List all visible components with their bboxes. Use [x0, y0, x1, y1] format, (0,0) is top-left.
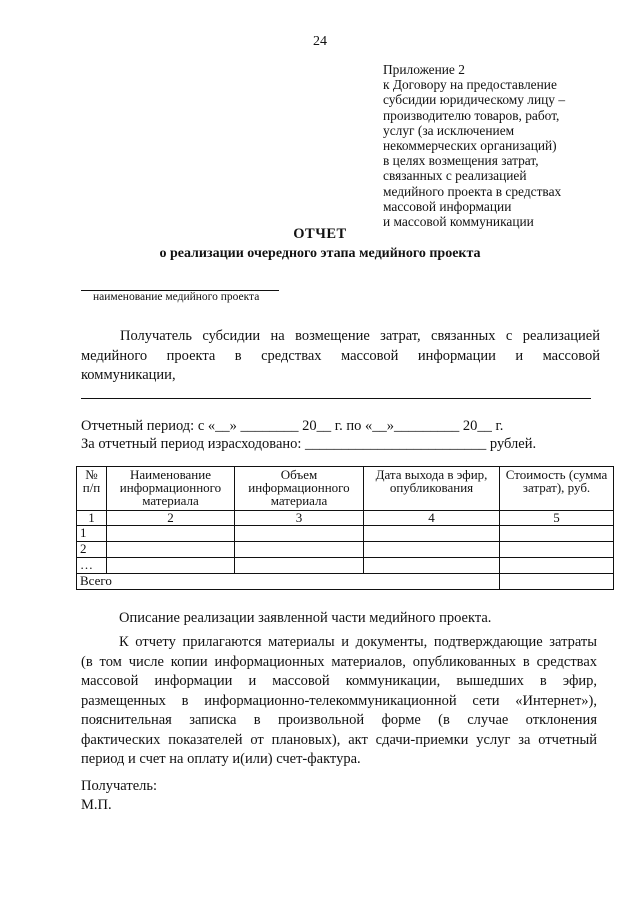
appendix-line: массовой информации [383, 198, 512, 214]
recipient-line-1: Получатель субсидии на возмещение затрат, связанных с реализацией [120, 328, 600, 344]
column-number: 1 [77, 511, 107, 526]
page-number: 24 [313, 34, 327, 49]
row-number: … [77, 558, 107, 574]
total-label: Всего [77, 574, 500, 590]
appendix-line: медийного проекта в средствах [383, 183, 562, 199]
recipient-line-2: медийного проекта в средствах массовой информации и массовой [81, 347, 600, 364]
table-cell[interactable] [364, 558, 500, 574]
description-line: Описание реализации заявленной части медийного проекта. [119, 610, 492, 626]
table-row [77, 542, 614, 558]
report-table [76, 466, 614, 590]
project-name-caption: наименование медийного проекта [93, 291, 260, 303]
row-number: 2 [77, 542, 107, 558]
recipient-signature-label: Получатель: [81, 778, 158, 794]
appendix-line: и массовой коммуникации [383, 214, 534, 230]
col-header-volume: Объем информационного материала [235, 467, 364, 511]
document-title: ОТЧЕТ [293, 226, 347, 242]
attachments-line: массовой информации и массовой коммуникации, вышедших в эфир, [81, 673, 597, 689]
appendix-line: Приложение 2 [383, 62, 465, 77]
row-number: 1 [77, 526, 107, 542]
table-row [77, 526, 614, 542]
appendix-line: к Договору на предоставление [383, 77, 557, 93]
reporting-period: Отчетный период: с «__» ________ 20__ г. по «__»_________ 20__ г. [81, 418, 504, 434]
table-cell[interactable] [500, 558, 614, 574]
table-cell[interactable] [107, 526, 235, 542]
attachments-line: период и счет на оплату и(или) счет-фактура. [81, 751, 361, 767]
table-cell[interactable] [500, 542, 614, 558]
col-header-name: Наименование информационного материала [107, 467, 235, 511]
table-cell[interactable] [235, 526, 364, 542]
table-cell[interactable] [364, 542, 500, 558]
table-cell[interactable] [500, 526, 614, 542]
seal-label: М.П. [81, 797, 112, 813]
column-number: 5 [500, 511, 614, 526]
col-header-date: Дата выхода в эфир, опубликования [364, 467, 500, 511]
table-cell[interactable] [107, 542, 235, 558]
recipient-line-3: коммуникации, [81, 367, 176, 383]
table-row [77, 558, 614, 574]
recipient-name-line [81, 398, 591, 399]
attachments-line: К отчету прилагаются материалы и документы, подтверждающие затраты [119, 634, 597, 650]
col-header-cost: Стоимость (сумма затрат), руб. [500, 467, 614, 511]
appendix-header [383, 62, 565, 229]
column-number: 3 [235, 511, 364, 526]
document-subtitle: о реализации очередного этапа медийного проекта [159, 246, 481, 261]
table-cell[interactable] [235, 542, 364, 558]
appendix-line: производителю товаров, работ, [383, 107, 560, 123]
appendix-line: некоммерческих организаций) [383, 138, 557, 154]
appendix-line: услуг (за исключением [383, 122, 515, 138]
attachments-line: фактических показателей от плановых), акт сдачи-приемки услуг за отчетный [81, 731, 597, 748]
col-header-number: № п/п [77, 467, 107, 511]
column-number: 4 [364, 511, 500, 526]
column-number-row [77, 511, 614, 526]
appendix-line: субсидии юридическому лицу – [383, 92, 566, 108]
column-number: 2 [107, 511, 235, 526]
attachments-line: пояснительная записка в произвольной форме (в случае отклонения [81, 712, 597, 728]
attachments-line: (в том числе копии информационных материалов, опубликованных в средствах [81, 653, 597, 670]
amount-spent: За отчетный период израсходовано: _________________________ рублей. [81, 436, 537, 452]
attachments-paragraph [81, 633, 597, 770]
total-row [77, 574, 614, 590]
table-cell[interactable] [107, 558, 235, 574]
attachments-line: размещенных в информационно-телекоммуникационной сети «Интернет»), [81, 692, 597, 709]
table-cell[interactable] [364, 526, 500, 542]
table-cell[interactable] [235, 558, 364, 574]
table-header-row [77, 467, 614, 511]
appendix-line: в целях возмещения затрат, [383, 153, 539, 169]
recipient-paragraph [81, 327, 600, 386]
total-value[interactable] [500, 574, 614, 590]
appendix-line: связанных с реализацией [383, 168, 527, 184]
